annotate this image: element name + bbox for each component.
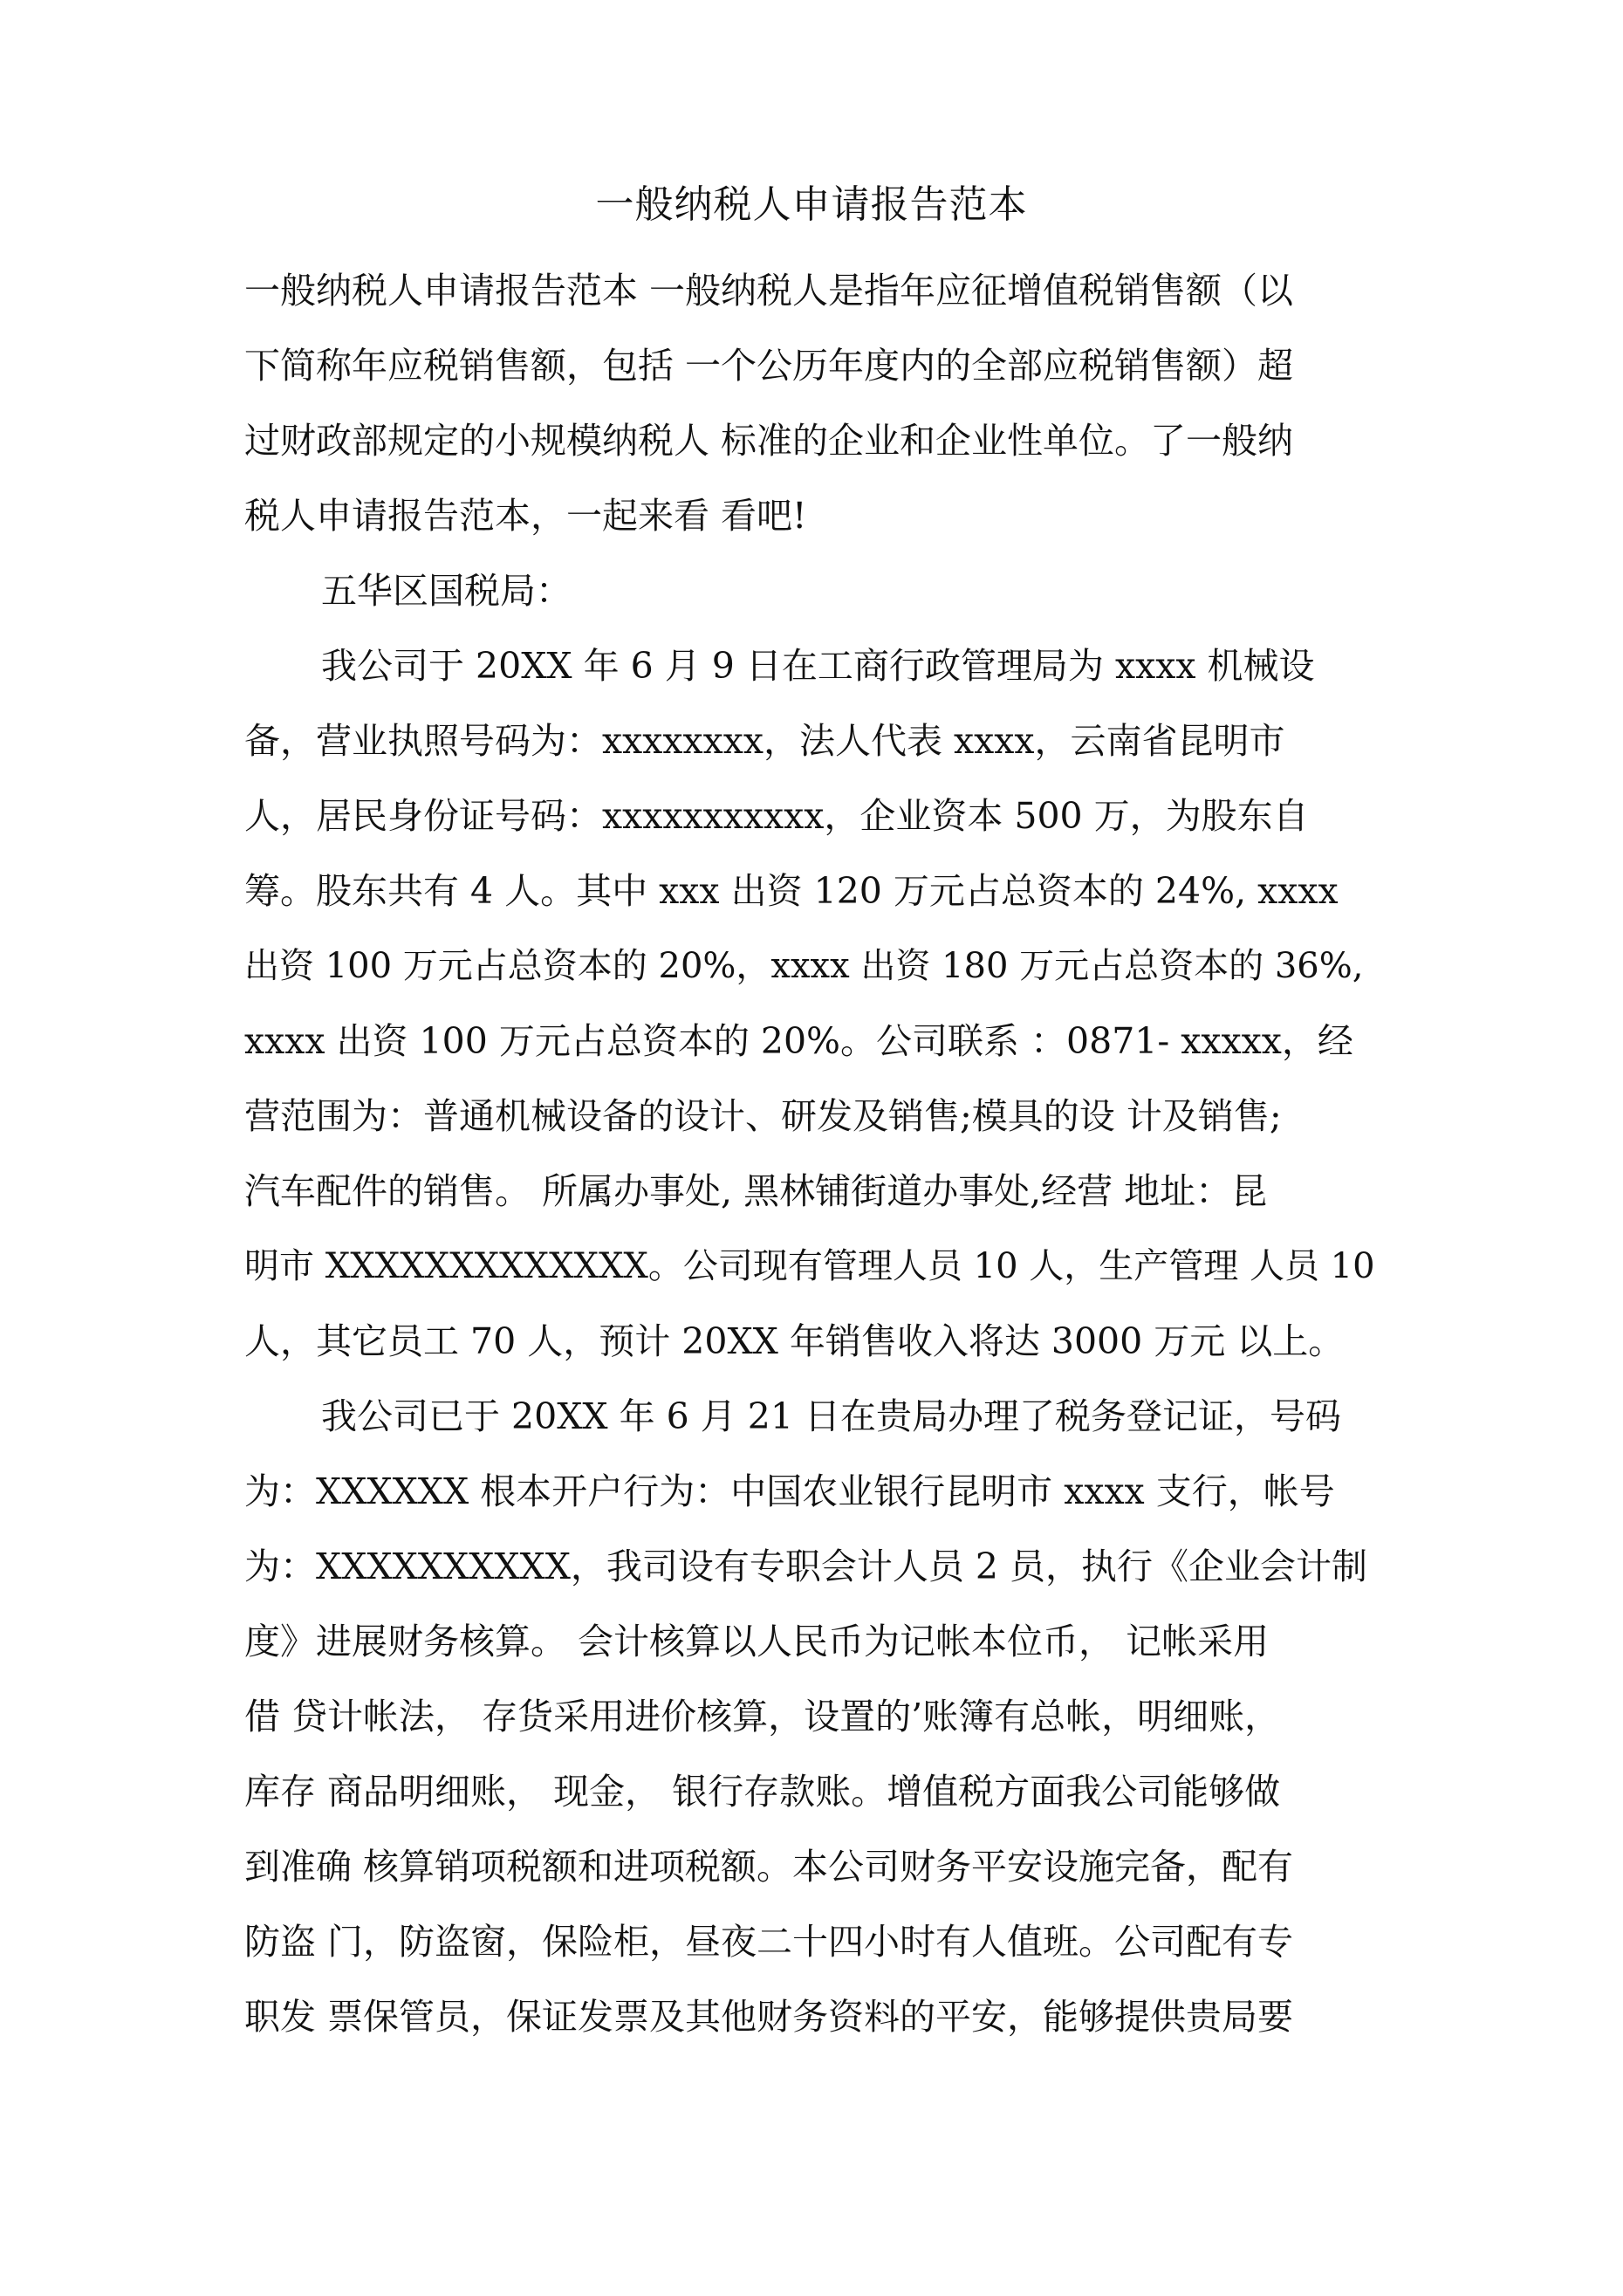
body-line-8: 人，居民身份证号码：xxxxxxxxxxx，企业资本 500 万，为股东自 bbox=[244, 795, 1309, 837]
body-line-20: 借 贷计帐法， 存货采用进价核算，设置的’账簿有总帐，明细账， bbox=[244, 1696, 1281, 1737]
body-line-9: 筹。股东共有 4 人。其中 xxx 出资 120 万元占总资本的 24%, xxxx bbox=[244, 870, 1339, 912]
body-line-16: 我公司已于 20XX 年 6 月 21 日在贵局办理了税务登记证，号码 bbox=[321, 1395, 1341, 1437]
body-line-1: 一般纳税人申请报告范本 一般纳税人是指年应征增值税销售额（以 bbox=[244, 270, 1294, 312]
body-line-2: 下简称年应税销售额，包括 一个公历年度内的全部应税销售额）超 bbox=[244, 345, 1294, 387]
body-line-24: 职发 票保管员，保证发票及其他财务资料的平安，能够提供贵局要 bbox=[244, 1996, 1294, 2038]
body-line-11: xxxx 出资 100 万元占总资本的 20%。公司联系 ：0871- xxxxx，经 bbox=[244, 1020, 1353, 1062]
body-line-13: 汽车配件的销售。 所属办事处, 黑林铺街道办事处,经营 地址：昆 bbox=[244, 1170, 1268, 1212]
body-line-15: 人，其它员工 70 人，预计 20XX 年销售收入将达 3000 万元 以上。 bbox=[244, 1320, 1345, 1362]
body-line-12: 营范围为：普通机械设备的设计、研发及销售;模具的设 计及销售; bbox=[244, 1095, 1282, 1137]
body-line-23: 防盗 门，防盗窗，保险柜，昼夜二十四小时有人值班。公司配有专 bbox=[244, 1921, 1294, 1963]
body-line-14: 明市 XXXXXXXXXXXXX。公司现有管理人员 10 人，生产管理 人员 10 bbox=[244, 1246, 1375, 1286]
body-line-21: 库存 商品明细账， 现金， 银行存款账。增值税方面我公司能够做 bbox=[244, 1771, 1281, 1813]
body-line-19: 度》进展财务核算。 会计核算以人民币为记帐本位币， 记帐采用 bbox=[244, 1621, 1270, 1662]
body-line-22: 到准确 核算销项税额和进项税额。本公司财务平安设施完备，配有 bbox=[244, 1846, 1294, 1888]
body-line-6: 我公司于 20XX 年 6 月 9 日在工商行政管理局为 xxxx 机械设 bbox=[321, 645, 1315, 687]
body-line-10: 出资 100 万元占总资本的 20%，xxxx 出资 180 万元占总资本的 36%, bbox=[244, 946, 1364, 986]
salutation-line: 五华区国税局： bbox=[321, 570, 572, 612]
body-line-4: 税人申请报告范本，一起来看 看吧! bbox=[244, 495, 807, 537]
document-title: 一般纳税人申请报告范本 bbox=[595, 182, 1028, 227]
body-line-3: 过财政部规定的小规模纳税人 标准的企业和企业性单位。了一般纳 bbox=[244, 420, 1294, 462]
body-line-17: 为：XXXXXX 根本开户行为：中国农业银行昆明市 xxxx 支行，帐号 bbox=[244, 1470, 1335, 1512]
body-line-18: 为：XXXXXXXXXX，我司设有专职会计人员 2 员，执行《企业会计制 bbox=[244, 1546, 1368, 1587]
body-line-7: 备，营业执照号码为：xxxxxxxx，法人代表 xxxx，云南省昆明市 bbox=[244, 720, 1285, 762]
